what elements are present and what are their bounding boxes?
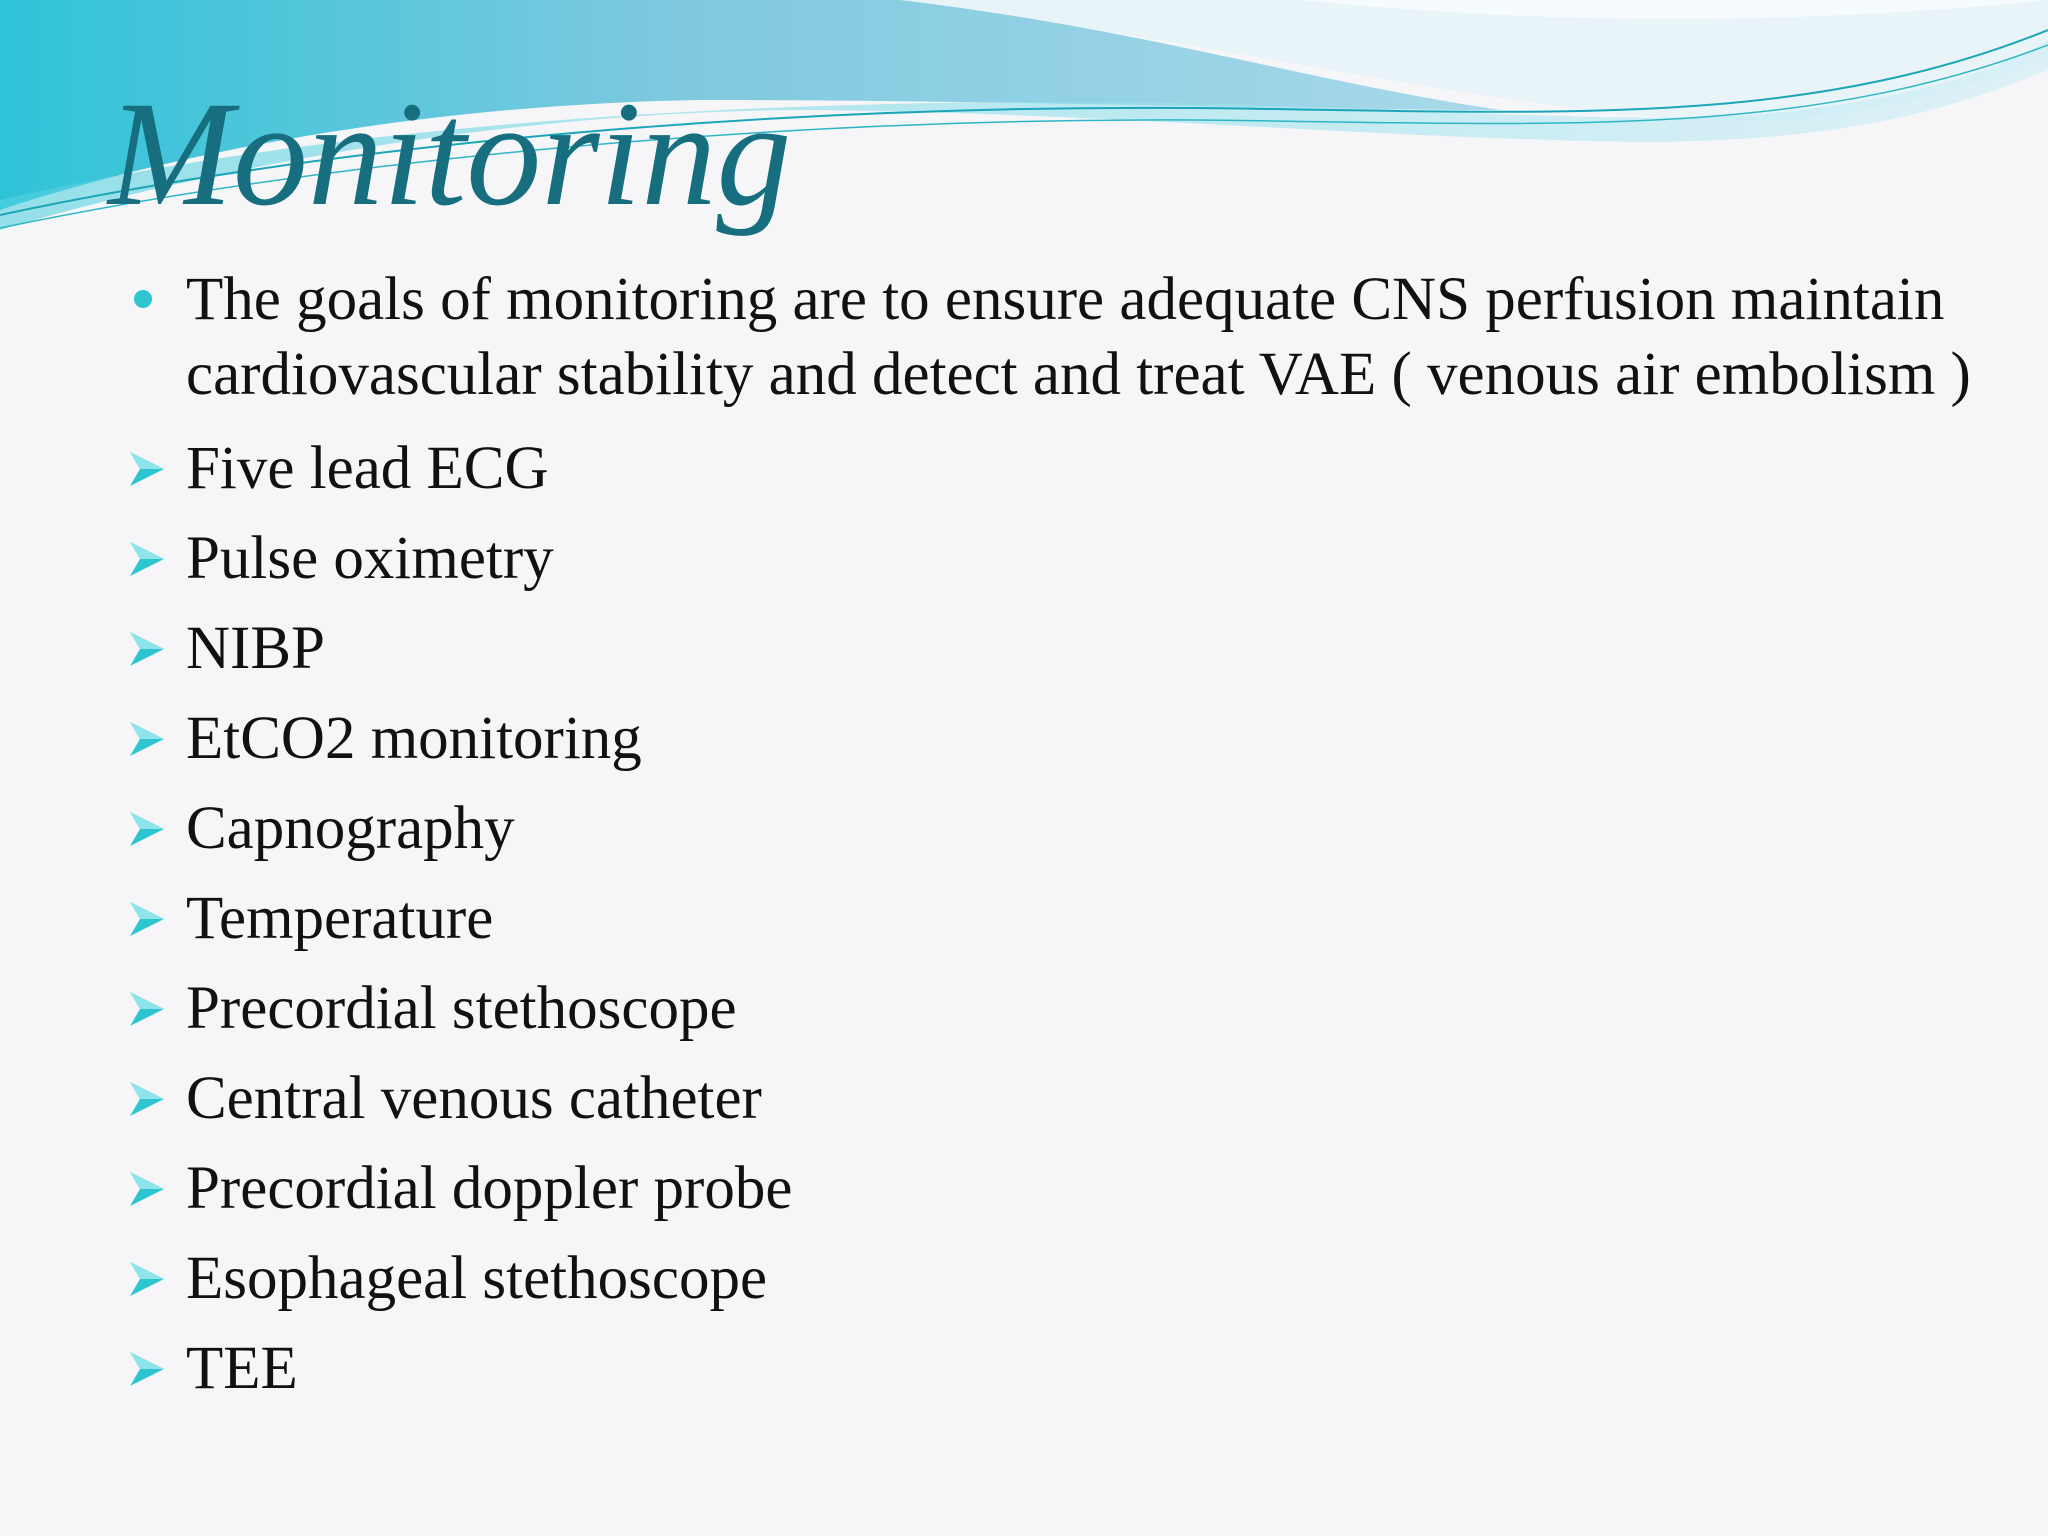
list-item bbox=[120, 424, 1980, 514]
arrow-bullet-icon bbox=[126, 988, 168, 1030]
list-item bbox=[120, 1324, 1980, 1414]
arrow-bullet-icon bbox=[126, 628, 168, 670]
list-item bbox=[120, 514, 1980, 604]
slide-title: Monitoring bbox=[108, 71, 792, 237]
list-item-label: Precordial doppler probe bbox=[186, 1155, 793, 1222]
list-item bbox=[120, 1054, 1980, 1144]
arrow-bullet-icon bbox=[126, 1078, 168, 1120]
arrow-bullet-icon bbox=[126, 718, 168, 760]
list-item-label: Pulse oximetry bbox=[186, 525, 554, 592]
list-item bbox=[120, 874, 1980, 964]
arrow-bullet-icon bbox=[126, 1168, 168, 1210]
list-item bbox=[120, 964, 1980, 1054]
intro-text: The goals of monitoring are to ensure adequate CNS perfusion maintain cardiovascular stability and detect and treat VAE ( venous air embolism ) bbox=[186, 266, 1971, 408]
arrow-bullet-icon bbox=[126, 538, 168, 580]
intro-bullet bbox=[120, 262, 1980, 412]
list-item-label: Capnography bbox=[186, 795, 515, 862]
arrow-bullet-icon bbox=[126, 1258, 168, 1300]
list-item bbox=[120, 784, 1980, 874]
list-item-label: Precordial stethoscope bbox=[186, 975, 737, 1042]
list-item bbox=[120, 694, 1980, 784]
list-item-label: Esophageal stethoscope bbox=[186, 1245, 768, 1312]
arrow-bullet-icon bbox=[126, 1348, 168, 1390]
list-item bbox=[120, 1234, 1980, 1324]
list-item-label: EtCO2 monitoring bbox=[186, 705, 642, 772]
monitoring-items bbox=[120, 424, 1980, 1414]
arrow-bullet-icon bbox=[126, 448, 168, 490]
bullet-list-container bbox=[120, 262, 1980, 1414]
list-item-label: Temperature bbox=[186, 885, 494, 952]
arrow-bullet-icon bbox=[126, 898, 168, 940]
list-item-label: TEE bbox=[186, 1335, 298, 1402]
circle-bullet-icon bbox=[134, 290, 152, 308]
list-item bbox=[120, 604, 1980, 694]
list-item-label: Central venous catheter bbox=[186, 1065, 762, 1132]
list-item bbox=[120, 1144, 1980, 1234]
list-item-label: NIBP bbox=[186, 615, 325, 682]
list-item-label: Five lead ECG bbox=[186, 435, 549, 502]
arrow-bullet-icon bbox=[126, 808, 168, 850]
